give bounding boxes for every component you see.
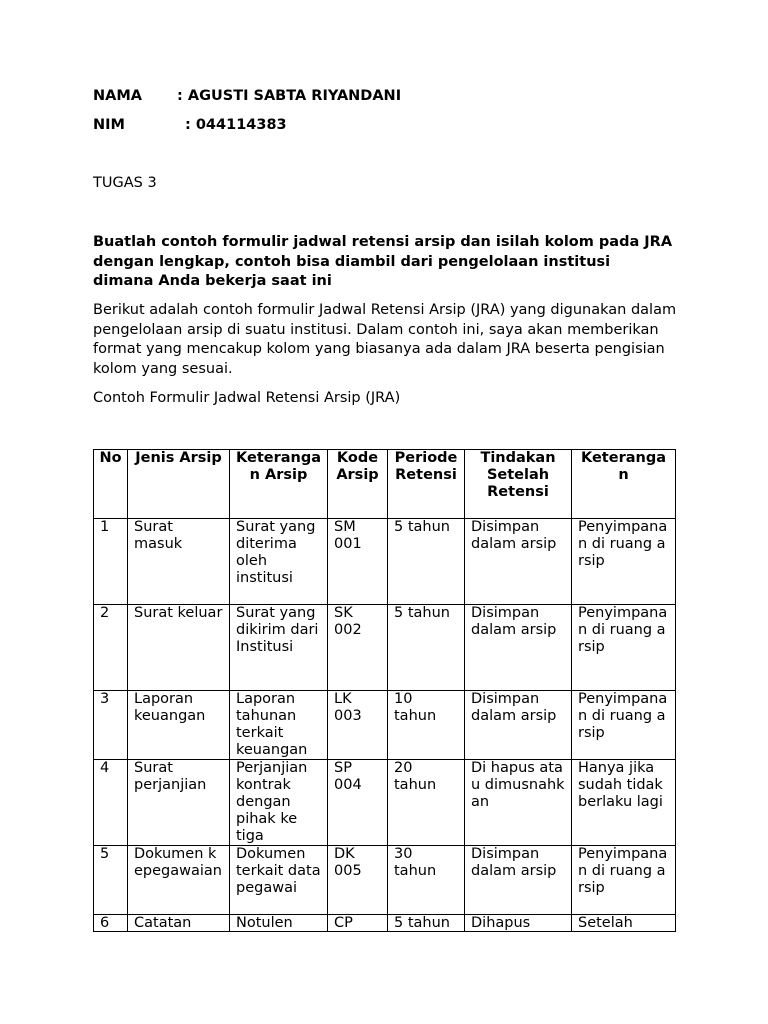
cell-kode: SM 001: [328, 519, 388, 605]
nama-value: : AGUSTI SABTA RIYANDANI: [177, 88, 402, 104]
header-no: No: [94, 450, 128, 519]
cell-keterangan: Penyimpanan di ruang arsip: [572, 691, 676, 760]
cell-keterangan-arsip: Surat yang diterima oleh institusi: [230, 519, 328, 605]
cell-tindakan: Dihapus: [465, 915, 572, 932]
header-periode-retensi: Periode Retensi: [388, 450, 465, 519]
header-keterangan-arsip: Keterangan Arsip: [230, 450, 328, 519]
cell-jenis: Catatan: [128, 915, 230, 932]
cell-tindakan: Disimpan dalam arsip: [465, 519, 572, 605]
cell-no: 1: [94, 519, 128, 605]
header-keterangan: Keterangan: [572, 450, 676, 519]
cell-tindakan: Disimpan dalam arsip: [465, 846, 572, 915]
cell-jenis: Dokumen kepegawaian: [128, 846, 230, 915]
cell-periode: 5 tahun: [388, 915, 465, 932]
cell-jenis: Surat keluar: [128, 605, 230, 691]
cell-jenis: Laporan keuangan: [128, 691, 230, 760]
cell-periode: 5 tahun: [388, 519, 465, 605]
cell-keterangan-arsip: Laporan tahunan terkait keuangan: [230, 691, 328, 760]
cell-periode: 20 tahun: [388, 760, 465, 846]
cell-tindakan: Disimpan dalam arsip: [465, 605, 572, 691]
cell-kode: SP 004: [328, 760, 388, 846]
nama-label: NAMA: [93, 88, 143, 104]
table-row: [94, 691, 676, 760]
cell-no: 4: [94, 760, 128, 846]
table-caption: Contoh Formulir Jadwal Retensi Arsip (JRA): [93, 390, 401, 406]
cell-keterangan: Penyimpanan di ruang arsip: [572, 519, 676, 605]
intro-paragraph: Berikut adalah contoh formulir Jadwal Retensi Arsip (JRA) yang digunakan dalam pengelolaan arsip di suatu institusi. Dalam contoh ini, saya akan memberikan format yang mencakup kolom yang biasanya ada dalam JRA beserta pengisian kolom yang sesuai.: [93, 302, 677, 377]
table-header-row: [94, 450, 676, 519]
nim-label: NIM: [93, 117, 125, 133]
table-row: [94, 915, 676, 932]
cell-kode: CP: [328, 915, 388, 932]
cell-no: 6: [94, 915, 128, 932]
table-row: [94, 846, 676, 915]
table-row: [94, 605, 676, 691]
cell-no: 5: [94, 846, 128, 915]
cell-periode: 10 tahun: [388, 691, 465, 760]
cell-jenis: Surat masuk: [128, 519, 230, 605]
header-tindakan: Tindakan Setelah Retensi: [465, 450, 572, 519]
assignment-title: TUGAS 3: [93, 175, 157, 191]
table-row: [94, 519, 676, 605]
cell-keterangan: Penyimpanan di ruang arsip: [572, 846, 676, 915]
cell-kode: DK 005: [328, 846, 388, 915]
cell-tindakan: Disimpan dalam arsip: [465, 691, 572, 760]
cell-kode: LK 003: [328, 691, 388, 760]
cell-no: 3: [94, 691, 128, 760]
cell-periode: 5 tahun: [388, 605, 465, 691]
cell-jenis: Surat perjanjian: [128, 760, 230, 846]
assignment-question: Buatlah contoh formulir jadwal retensi arsip dan isilah kolom pada JRA dengan lengkap, contoh bisa diambil dari pengelolaan institusi dimana Anda bekerja saat ini: [93, 234, 673, 289]
table-row: [94, 760, 676, 846]
cell-keterangan-arsip: Dokumen terkait data pegawai: [230, 846, 328, 915]
cell-periode: 30 tahun: [388, 846, 465, 915]
header-jenis-arsip: Jenis Arsip: [128, 450, 230, 519]
cell-kode: SK 002: [328, 605, 388, 691]
cell-keterangan-arsip: Perjanjian kontrak dengan pihak ke tiga: [230, 760, 328, 846]
cell-keterangan-arsip: Surat yang dikirim dari Institusi: [230, 605, 328, 691]
nim-value: : 044114383: [185, 117, 287, 133]
cell-tindakan: Di hapus atau dimusnahkan: [465, 760, 572, 846]
retention-schedule-table: [93, 449, 676, 932]
header-kode-arsip: Kode Arsip: [328, 450, 388, 519]
cell-keterangan: Hanya jika sudah tidak berlaku lagi: [572, 760, 676, 846]
cell-keterangan: Penyimpanan di ruang arsip: [572, 605, 676, 691]
cell-keterangan: Setelah: [572, 915, 676, 932]
cell-no: 2: [94, 605, 128, 691]
cell-keterangan-arsip: Notulen: [230, 915, 328, 932]
